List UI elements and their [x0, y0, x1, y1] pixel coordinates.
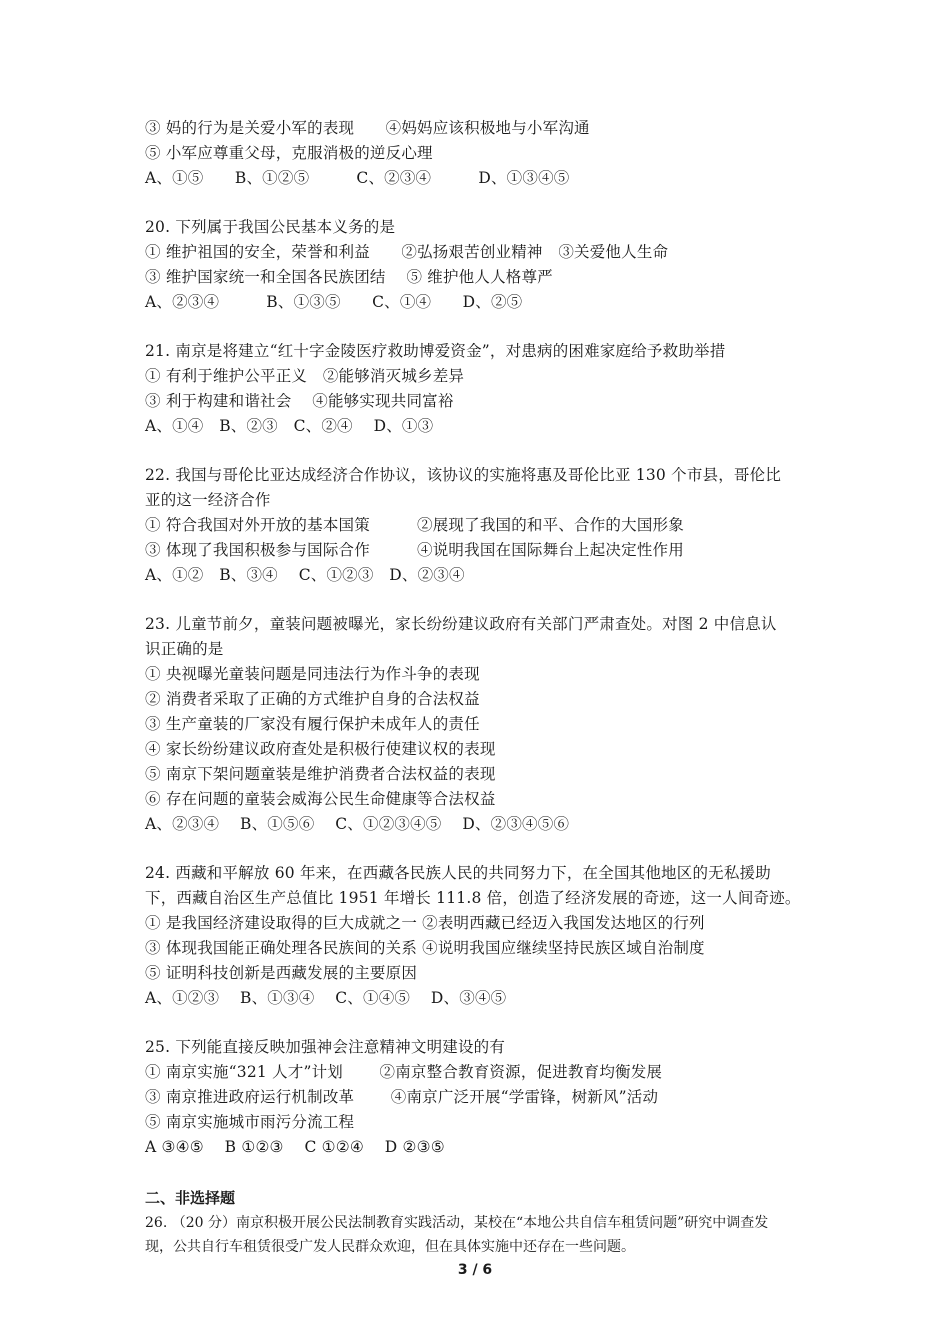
- text-line: ① 是我国经济建设取得的巨大成就之一 ②表明西藏已经迈入我国发达地区的行列: [145, 914, 705, 932]
- text-line: ① 符合我国对外开放的基本国策 ②展现了我国的和平、合作的大国形象: [145, 516, 684, 534]
- question-stem: 20. 下列属于我国公民基本义务的是: [145, 218, 396, 236]
- answer-options: A、①④ B、②③ C、②④ D、①③: [145, 417, 434, 435]
- text-line: ⑥ 存在问题的童装会威海公民生命健康等合法权益: [145, 790, 496, 808]
- text-line: ③ 体现了我国积极参与国际合作 ④说明我国在国际舞台上起决定性作用: [145, 541, 684, 559]
- question-25: [145, 1035, 815, 1160]
- text-line: ② 消费者采取了正确的方式维护自身的合法权益: [145, 690, 480, 708]
- text-line: ⑤ 小军应尊重父母，克服消极的逆反心理: [145, 144, 433, 162]
- text-line: ③ 利于构建和谐社会 ④能够实现共同富裕: [145, 392, 454, 410]
- question-stem: 24. 西藏和平解放 60 年来，在西藏各民族人民的共同努力下，在全国其他地区的无私援助: [145, 864, 771, 882]
- answer-options: A ③④⑤ B ①②③ C ①②④ D ②③⑤: [145, 1138, 445, 1156]
- text-line: ① 维护祖国的安全，荣誉和利益 ②弘扬艰苦创业精神 ③关爱他人生命: [145, 243, 669, 261]
- answer-options: A、①②③ B、①③④ C、①④⑤ D、③④⑤: [145, 989, 507, 1007]
- page-number: 3 / 6: [457, 1262, 493, 1278]
- question-stem: 23. 儿童节前夕，童装问题被曝光，家长纷纷建议政府有关部门严肃查处。对图 2 中信息认: [145, 615, 777, 633]
- question-22: [145, 463, 815, 588]
- question-26: [145, 1211, 815, 1259]
- question-24: [145, 861, 815, 1011]
- text-line: ④ 家长纷纷建议政府查处是积极行使建议权的表现: [145, 740, 496, 758]
- answer-options: A、①② B、③④ C、①②③ D、②③④: [145, 566, 465, 584]
- question-stem-continued: 亚的这一经济合作: [145, 491, 271, 509]
- text-line: ③ 体现我国能正确处理各民族间的关系 ④说明我国应继续坚持民族区域自治制度: [145, 939, 705, 957]
- question-stem-continued: 下，西藏自治区生产总值比 1951 年增长 111.8 倍，创造了经济发展的奇迹，这一人间奇迹。: [145, 889, 801, 907]
- text-line: ③ 南京推进政府运行机制改革 ④南京广泛开展“学雷锋，树新风”活动: [145, 1088, 659, 1106]
- answer-options: A、②③④ B、①⑤⑥ C、①②③④⑤ D、②③④⑤⑥: [145, 815, 570, 833]
- question-21: [145, 339, 815, 439]
- text-line: ① 有利于维护公平正义 ②能够消灭城乡差异: [145, 367, 465, 385]
- text-line: ① 南京实施“321 人才”计划 ②南京整合教育资源，促进教育均衡发展: [145, 1063, 663, 1081]
- answer-options: A、①⑤ B、①②⑤ C、②③④ D、①③④⑤: [145, 169, 570, 187]
- text-line: ⑤ 南京下架问题童装是维护消费者合法权益的表现: [145, 765, 496, 783]
- text-line: ③ 维护国家统一和全国各民族团结 ⑤ 维护他人人格尊严: [145, 268, 553, 286]
- document-page: [145, 116, 815, 1259]
- question-23: [145, 612, 815, 837]
- text-line: ③ 妈的行为是关爱小军的表现 ④妈妈应该积极地与小军沟通: [145, 119, 590, 137]
- question-stem-continued: 识正确的是: [145, 640, 224, 658]
- question-stem: 26. （20 分）南京积极开展公民法制教育实践活动，某校在“本地公共自信车租赁问题”研究中调查发: [145, 1215, 769, 1231]
- answer-options: A、②③④ B、①③⑤ C、①④ D、②⑤: [145, 293, 523, 311]
- text-line: ③ 生产童装的厂家没有履行保护未成年人的责任: [145, 715, 480, 733]
- text-line: ① 央视曝光童装问题是同违法行为作斗争的表现: [145, 665, 480, 683]
- question-stem: 22. 我国与哥伦比亚达成经济合作协议，该协议的实施将惠及哥伦比亚 130 个市县，哥伦比: [145, 466, 782, 484]
- text-line: ⑤ 南京实施城市雨污分流工程: [145, 1113, 355, 1131]
- question-stem: 25. 下列能直接反映加强神会注意精神文明建设的有: [145, 1038, 506, 1056]
- question-stem: 21. 南京是将建立“红十字金陵医疗救助博爱资金”，对患病的困难家庭给予救助举措: [145, 342, 726, 360]
- question-stem-continued: 现，公共自行车租赁很受广发人民群众欢迎，但在具体实施中还存在一些问题。: [145, 1239, 635, 1255]
- question-20: [145, 215, 815, 315]
- section-title: 二、非选择题: [145, 1189, 236, 1207]
- text-line: ⑤ 证明科技创新是西藏发展的主要原因: [145, 964, 418, 982]
- top-block: [145, 116, 815, 191]
